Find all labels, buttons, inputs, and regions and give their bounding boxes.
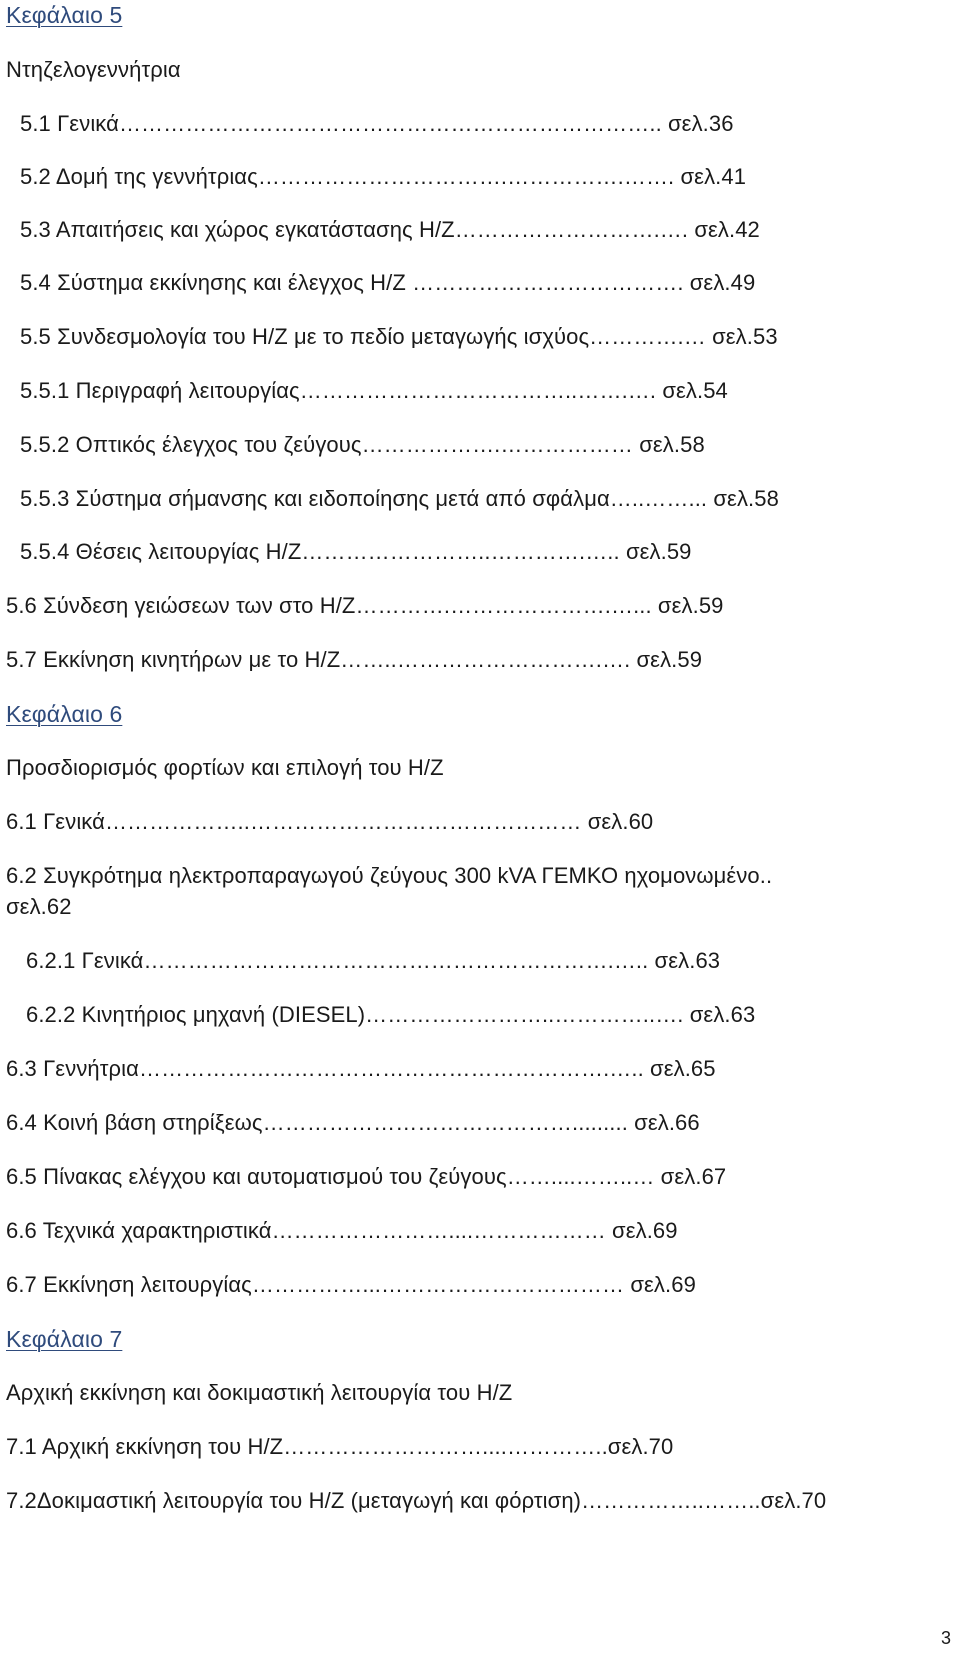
toc-entry-5-2: 5.2 Δομή της γεννήτριας…………………………….…………….……. σελ.41 bbox=[20, 164, 747, 189]
chapter-5-title: Ντηζελογεννήτρια bbox=[6, 57, 181, 82]
toc-entry-6-1: 6.1 Γενικά………………..……………………………………… σελ.60 bbox=[6, 809, 654, 834]
toc-entry-6-7: 6.7 Εκκίνηση λειτουργίας……………...…………………………… σελ.69 bbox=[6, 1272, 696, 1297]
toc-entry-5-7: 5.7 Εκκίνηση κινητήρων με το Η/Ζ……..……………………….…. σελ.59 bbox=[6, 647, 703, 672]
chapter-7-title: Αρχική εκκίνηση και δοκιμαστική λειτουργία του Η/Ζ bbox=[6, 1380, 513, 1405]
toc-entry-6-2-page: σελ.62 bbox=[6, 894, 72, 919]
toc-entry-5-5-2: 5.5.2 Οπτικός έλεγχος του ζεύγους……………….……………… σελ.58 bbox=[20, 432, 705, 457]
toc-entry-5-5: 5.5 Συνδεσμολογία του Η/Ζ με το πεδίο μεταγωγής ισχύος………….… σελ.53 bbox=[20, 324, 778, 349]
chapter-6-heading: Κεφάλαιο 6 bbox=[6, 701, 123, 727]
toc-entry-5-5-3: 5.5.3 Σύστημα σήμανσης και ειδοποίησης μετά από σφάλμα…..……... σελ.58 bbox=[20, 486, 779, 511]
toc-entry-6-4: 6.4 Κοινή βάση στηρίξεως……………………………………......... σελ.66 bbox=[6, 1110, 700, 1135]
toc-entry-6-2-2: 6.2.2 Κινητήριος μηχανή (DIESEL)……………………..…………..…. σελ.63 bbox=[26, 1002, 756, 1027]
toc-entry-6-2: 6.2 Συγκρότημα ηλεκτροπαραγωγού ζεύγους 300 kVA ΓΕΜΚΟ ηχομονωμένο.. bbox=[6, 863, 773, 888]
toc-entry-6-5: 6.5 Πίνακας ελέγχου και αυτοματισμού του ζεύγους……....……..… σελ.67 bbox=[6, 1164, 727, 1189]
toc-entry-5-3: 5.3 Απαιτήσεις και χώρος εγκατάστασης Η/Ζ……………………….…. σελ.42 bbox=[20, 217, 760, 242]
toc-entry-5-6: 5.6 Σύνδεση γειώσεων των στο Η/Ζ………….………………….…... σελ.59 bbox=[6, 593, 724, 618]
toc-entry-6-2-1: 6.2.1 Γενικά……………………………………………………….….. σελ.63 bbox=[26, 948, 721, 973]
toc-entry-7-2: 7.2Δοκιμαστική λειτουργία του Η/Ζ (μεταγωγή και φόρτιση)……………..……..σελ.70 bbox=[6, 1488, 827, 1513]
toc-entry-5-1: 5.1 Γενικά……………………………………………………………….. σελ.36 bbox=[20, 111, 734, 136]
toc-entry-5-5-1: 5.5.1 Περιγραφή λειτουργίας………………………………..…….…. σελ.54 bbox=[20, 378, 728, 403]
chapter-6-title: Προσδιορισμός φορτίων και επιλογή του Η/Ζ bbox=[6, 755, 444, 780]
page-number: 3 bbox=[941, 1628, 952, 1648]
toc-entry-6-6: 6.6 Τεχνικά χαρακτηριστικά……………………....……………… σελ.69 bbox=[6, 1218, 678, 1243]
toc-entry-5-4: 5.4 Σύστημα εκκίνησης και έλεγχος Η/Ζ ………………………………. σελ.49 bbox=[20, 270, 756, 295]
toc-entry-5-5-4: 5.5.4 Θέσεις λειτουργίας Η/Ζ……………………..………….….. σελ.59 bbox=[20, 539, 692, 564]
chapter-5-heading: Κεφάλαιο 5 bbox=[6, 2, 123, 28]
chapter-7-heading: Κεφάλαιο 7 bbox=[6, 1326, 123, 1352]
toc-entry-6-3: 6.3 Γεννήτρια……………………………………………………….….. σελ.65 bbox=[6, 1056, 716, 1081]
toc-entry-7-1: 7.1 Αρχική εκκίνηση του Η/Ζ………………………....…………..σελ.70 bbox=[6, 1434, 674, 1459]
